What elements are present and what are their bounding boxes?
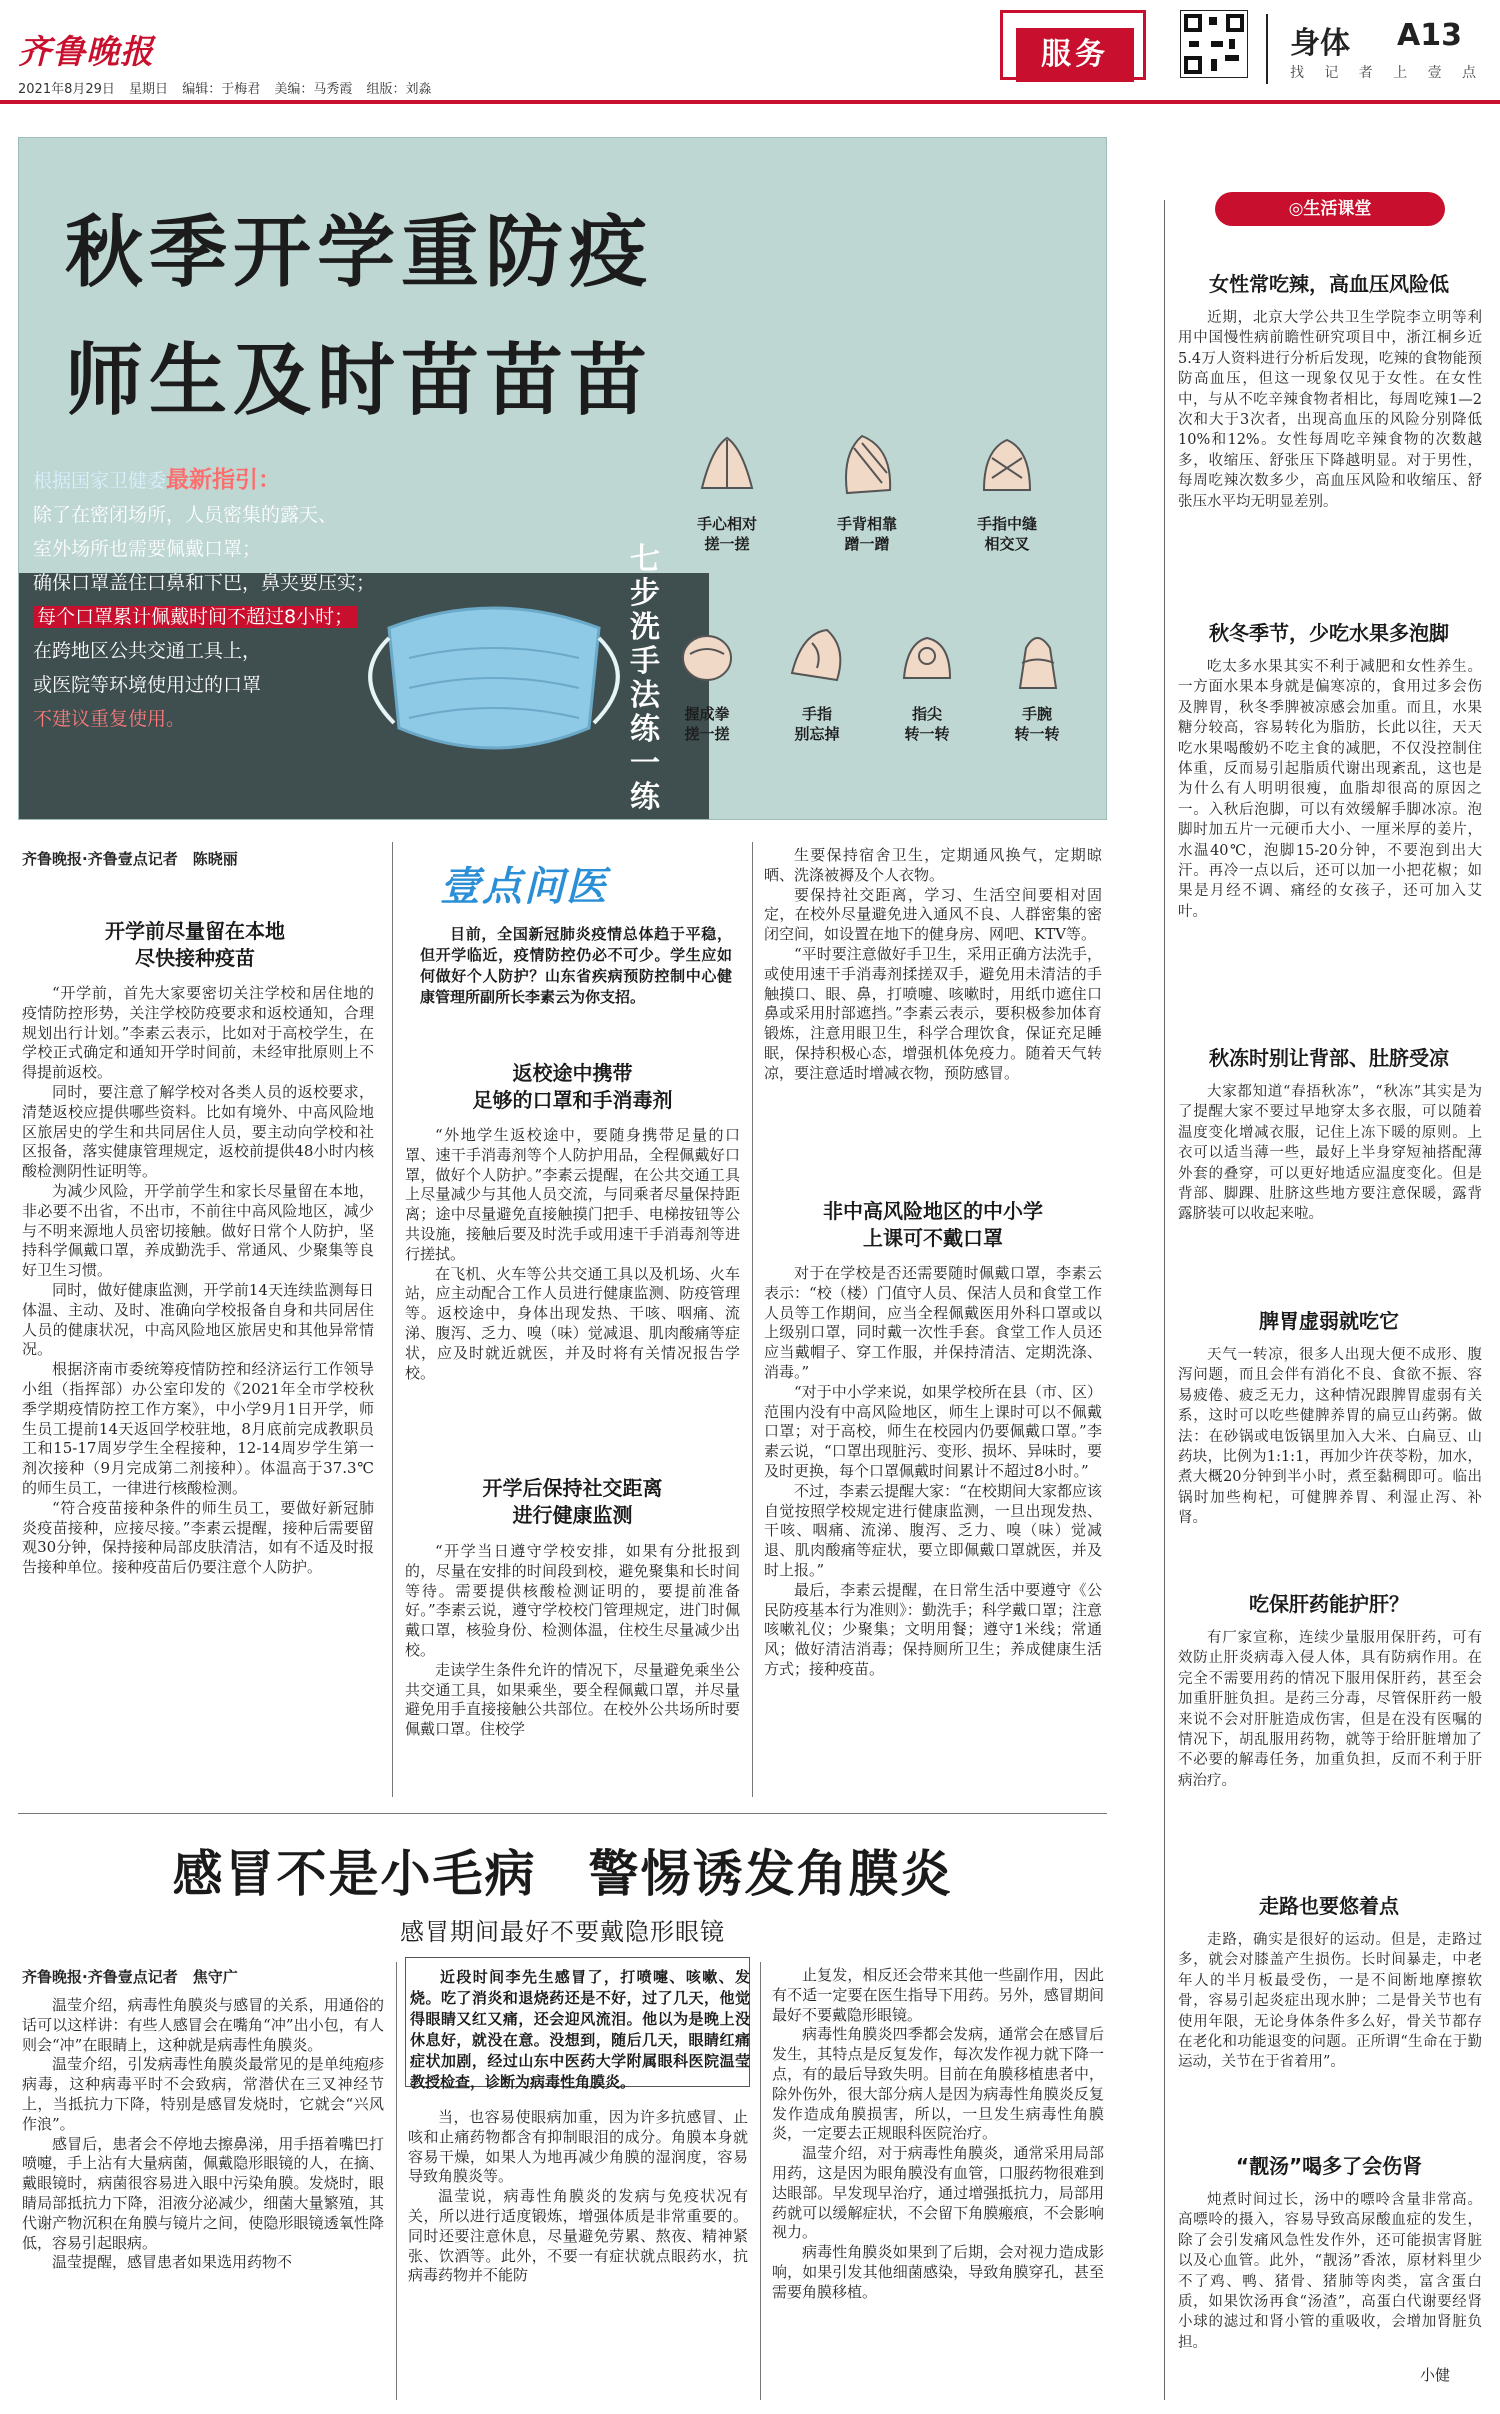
article1-col3a <box>764 846 1102 1186</box>
guidance-new: 最新指引： <box>166 467 282 493</box>
handwash-step: 手心相对 搓一搓 <box>679 428 775 554</box>
brief-title: 女性常吃辣，高血压风险低 <box>1209 272 1449 296</box>
article1-byline: 齐鲁晚报·齐鲁壹点记者 陈晓丽 <box>22 850 238 868</box>
article1-subhead: 非中高风险地区的中小学 上课可不戴口罩 <box>823 1199 1043 1250</box>
article1-subhead: 开学后保持社交距离 进行健康监测 <box>482 1476 663 1527</box>
article1-subhead: 返校途中携带 足够的口罩和手消毒剂 <box>472 1061 673 1112</box>
qa-badge: 壹点问医 <box>440 864 608 910</box>
paragraph: 温莹介绍，引发病毒性角膜炎最常见的是单纯疱疹病毒，这种病毒平时不会致病，常潜伏在三叉神经节上，当抵抗力下降，特别是感冒发烧时，它就会“兴风作浪”。 <box>22 2055 384 2133</box>
brief-title: 秋冬季节，少吃水果多泡脚 <box>1209 621 1449 645</box>
guidance-line: 室外场所也需要佩戴口罩； <box>33 538 262 560</box>
paragraph: 生要保持宿舍卫生，定期通风换气，定期晾晒、洗涤被褥及个人衣物。 <box>764 846 1102 884</box>
guidance-line: 或医院等环境使用过的口罩 <box>33 674 262 696</box>
handwash-step: 握成拳 搓一搓 <box>659 618 755 744</box>
guidance-line: 除了在密闭场所，人员密集的露天、 <box>33 504 338 526</box>
guidance-intro: 根据国家卫健委 <box>33 470 167 492</box>
paragraph: 在飞机、火车等公共交通工具以及机场、火车站，应主动配合工作人员进行健康监测、防疫管理等。返校途中，身体出现发热、干咳、咽痛、流涕、腹泻、乏力、嗅（味）觉减退、肌肉酸痛等症状，应及时就近就医，并及时将有关情况报告学校。 <box>405 1264 740 1382</box>
handwash-step: 手指中缝 相交叉 <box>959 428 1055 554</box>
reporter-slogan: 找 记 者 上 壹 点 <box>1290 65 1480 81</box>
paragraph: 同时，要注意了解学校对各类人员的返校要求，清楚返校应提供哪些资料。比如有境外、中高风险地区旅居史的学生和共同居住人员，要主动向学校和社区报备，落实健康管理规定，返校前提供48小时内核酸检测阴性证明等。 <box>22 1082 374 1181</box>
paragraph: 温莹提醒，感冒患者如果选用药物不 <box>52 2253 293 2272</box>
page-section: 身体 <box>1290 26 1350 61</box>
paragraph: 同时，做好健康监测，开学前14天连续监测每日体温、主动、及时、准确向学校报备自身和共同居住人员的健康状况，中高风险地区旅居史和其他异常情况。 <box>22 1280 374 1359</box>
hand-interlace-icon <box>972 428 1042 506</box>
article1-col2b <box>405 1542 740 1792</box>
qr-code-icon <box>1180 10 1248 78</box>
paragraph: 为减少风险，开学前学生和家长尽量留在本地，非必要不出省，不出市，不前往中高风险地区，减少与不明来源地人员密切接触。做好日常个人防护，坚持科学佩戴口罩，养成勤洗手、常通风、少聚集等良好卫生习惯。 <box>22 1181 374 1280</box>
brief-title: 秋冻时别让背部、肚脐受凉 <box>1209 1046 1449 1070</box>
article1-subhead: 开学前尽量留在本地 尽快接种疫苗 <box>105 919 285 970</box>
paragraph: 不过，李素云提醒大家：“在校期间大家都应该自觉按照学校规定进行健康监测，一旦出现发热、干咳、咽痛、流涕、腹泻、乏力、嗅（味）觉减退、肌肉酸痛等症状，要立即佩戴口罩就医，并及时上报。” <box>764 1481 1102 1579</box>
hero-title-line2: 师生及时苗苗苗 <box>64 336 653 426</box>
hero-title-line1: 秋季开学重防疫 <box>64 208 653 298</box>
article1-col2a <box>405 1126 740 1456</box>
paragraph: 病毒性角膜炎四季都会发病，通常会在感冒后发生，其特点是反复发作，每次发作视力就下降一点，有的最后导致失明。目前在角膜移植患者中，除外伤外，很大部分病人是因为病毒性角膜炎反复发作造成角膜损害，所以，一旦发生病毒性角膜炎，一定要去正规眼科医院治疗。 <box>772 2025 1104 2143</box>
article2-col1 <box>22 1996 384 2400</box>
designer-credit: 美编：马秀霞 <box>274 82 353 97</box>
brief-body: 吃太多水果其实不利于减肥和女性养生。一方面水果本身就是偏寒凉的，食用过多会伤及脾胃，秋冬季脾被凉感会加重。而且，水果糖分较高，容易转化为脂肪，长此以往，天天吃水果喝酸奶不吃主食的减肥，不仅没控制住体重，反而易引起脂质代谢出现紊乱，这也是为什么有人明明很瘦，血脂却很高的原因之一。入秋后泡脚，可以有效缓解手脚冰凉。泡脚时加五片一元硬币大小、一厘米厚的姜片，水温40℃，泡脚15-20分钟，不要泡到出大汗。再冷一点以后，还可以加一小把花椒；如果是月经不调、痛经的女孩子，还可加入艾叶。 <box>1178 659 1482 920</box>
layout-credit: 组版：刘淼 <box>366 82 432 97</box>
editor-credit: 编辑：于梅君 <box>182 82 261 97</box>
hand-wrist-icon <box>1002 618 1072 696</box>
handwash-title: 七步洗手法练一练 <box>630 542 660 815</box>
paragraph: “开学当日遵守学校安排，如果有分批报到的，尽量在安排的时间段到校，避免聚集和长时间等待。需要提供核酸检测证明的，要提前准备好。”李素云说，遵守学校校门管理规定，进门时佩戴口罩，核验身份、检测体温，住校生尽量减少出校。 <box>405 1542 740 1659</box>
article2-col2 <box>408 2108 748 2400</box>
newspaper-logo: 齐鲁晚报 <box>18 32 154 71</box>
guidance-line: 确保口罩盖住口鼻和下巴，鼻夹要压实； <box>33 572 376 594</box>
paragraph: 要保持社交距离，学习、生活空间要相对固定，在校外尽量避免进入通风不良、人群密集的密闭空间，如设置在地下的健身房、网吧、KTV等。 <box>764 885 1102 944</box>
masthead-rule <box>0 100 1500 104</box>
brief-body: 走路，确实是很好的运动。但是，走路过多，就会对膝盖产生损伤。长时间暴走，中老年人的半月板最受伤，一是不间断地摩擦软骨，容易引起炎症出现水肿；二是骨关节也有使用年限，无论身体条件多么好，骨关节都存在老化和功能退变的问题。正所谓“生命在于勤运动，关节在于省着用”。 <box>1178 1932 1482 2071</box>
page-number: A13 <box>1397 18 1462 53</box>
hand-thumb-icon <box>782 618 852 696</box>
paragraph: 病毒性角膜炎如果到了后期，会对视力造成影响，如果引发其他细菌感染，导致角膜穿孔，甚至需要角膜移植。 <box>772 2243 1104 2301</box>
paragraph: 感冒后，患者会不停地去擦鼻涕，用手捂着嘴巴打喷嚏，手上沾有大量病菌，佩戴隐形眼镜的人，在摘、戴眼镜时，病菌很容易进入眼中污染角膜。发烧时，眼睛局部抵抗力下降，泪液分泌减少，细菌大量繁殖，其代谢产物沉积在角膜与镜片之间，使隐形眼镜透氧性降低，容易引起眼病。 <box>22 2134 384 2252</box>
brief-title: 吃保肝药能护肝？ <box>1249 1592 1409 1616</box>
paragraph: 当，也容易使眼病加重，因为许多抗感冒、止咳和止痛药物都含有抑制眼泪的成分。角膜本身就容易干燥，如果人为地再减少角膜的湿润度，容易导致角膜炎等。 <box>408 2108 748 2186</box>
article2-subtitle: 感冒期间最好不要戴隐形眼镜 <box>400 1918 725 1946</box>
hand-fist-icon <box>672 618 742 696</box>
column-rule <box>760 1962 761 2400</box>
hero-banner <box>18 137 1107 820</box>
handwash-step: 指尖 转一转 <box>879 618 975 744</box>
issue-date: 2021年8月29日 <box>18 82 115 97</box>
issue-weekday: 星期日 <box>129 82 169 97</box>
mask-guidance <box>33 463 593 736</box>
column-rule <box>396 1962 397 2400</box>
section-tag: 服务 <box>1016 28 1134 82</box>
paragraph: 根据济南市委统筹疫情防控和经济运行工作领导小组（指挥部）办公室印发的《2021年全市学校秋季学期疫情防控工作方案》，中小学9月1日开学，师生员工提前14天返回学校驻地，8月底前完成教职员工和15-17周岁学生全程接种，12-14周岁学生第一剂次接种（9月完成第二剂接种）。体温高于37.3℃的师生员工，一律进行核酸检测。 <box>22 1360 374 1497</box>
masthead <box>0 0 1500 100</box>
paragraph: “对于中小学来说，如果学校所在县（市、区）范围内没有中高风险地区，师生上课时可以不佩戴口罩；对于高校，师生在校园内仍要佩戴口罩。”李素云说，“口罩出现脏污、变形、损坏、异味时，要及时更换，每个口罩佩戴时间累计不超过8小时。” <box>764 1382 1102 1480</box>
paragraph: 对于在学校是否还需要随时佩戴口罩，李素云表示：“校（楼）门值守人员、保洁人员和食堂工作人员等工作期间，应当全程佩戴医用外科口罩或以上级别口罩，同时戴一次性手套。食堂工作人员还应当戴帽子、穿工作服，并保持清洁、定期洗涤、消毒。” <box>764 1264 1102 1381</box>
article2-title: 感冒不是小毛病 警惕诱发角膜炎 <box>172 1844 953 1903</box>
brief-body: 炖煮时间过长，汤中的嘌呤含量非常高。高嘌呤的摄入，容易导致高尿酸血症的发生，除了会引发痛风急性发作外，还可能损害肾脏以及心血管。此外，“靓汤”香浓，原材料里少不了鸡、鸭、猪骨、猪肺等肉类，富含蛋白质，如果饮汤再食“汤渣”，高蛋白代谢要经肾小球的滤过和肾小管的重吸收，会增加肾脏负担。 <box>1178 2192 1482 2351</box>
paragraph: “外地学生返校途中，要随身携带足量的口罩、速干手消毒剂等个人防护用品，全程佩戴好口罩，做好个人防护。”李素云提醒，在公共交通工具上尽量减少与其他人员交流，与同乘者尽量保持距离；途中尽量避免直接触摸门把手、电梯按钮等公共设施，接触后要及时洗手或用速干手消毒剂等进行搓拭。 <box>405 1126 740 1263</box>
column-signature: 小健 <box>1420 2366 1451 2384</box>
brief-body: 有厂家宣称，连续少量服用保肝药，可有效防止肝炎病毒入侵人体，具有防病作用。在完全不需要用药的情况下服用保肝药，甚至会加重肝脏负担。是药三分毒，尽管保肝药一般来说不会对肝脏造成伤害，但是在没有医嘱的情况下，胡乱服用药物，就等于给肝脏增加了不必要的解毒任务，加重负担，反而不利于肝病治疗。 <box>1178 1630 1482 1789</box>
brief-body: 近期，北京大学公共卫生学院李立明等利用中国慢性病前瞻性研究项目中，浙江桐乡近5.4万人资料进行分析后发现，吃辣的食物能预防高血压，但这一现象仅见于女性。在女性中，与从不吃辛辣食物者相比，每周吃辣1—2次和大于3次者，出现高血压的风险分别降低10%和12%。女性每周吃辛辣食物的次数越多，收缩压、舒张压下降越明显。对于男性，每周吃辣次数多少，高血压风险和收缩压、舒张压水平均无明显差别。 <box>1178 310 1482 510</box>
hand-rub-icon <box>692 428 762 506</box>
article2-byline: 齐鲁晚报·齐鲁壹点记者 焦守广 <box>22 1968 238 1986</box>
brief-title: “靓汤”喝多了会伤肾 <box>1235 2154 1423 2178</box>
paragraph: 温莹介绍，病毒性角膜炎与感冒的关系，用通俗的话可以这样讲：有些人感冒会在嘴角“冲”出小包，有人则会“冲”在眼睛上，这种就是病毒性角膜炎。 <box>22 1996 384 2054</box>
issue-meta <box>18 78 442 97</box>
guidance-warning: 不建议重复使用。 <box>33 708 186 730</box>
article2-col3 <box>772 1966 1104 2400</box>
life-class-tag: ◎生活课堂 <box>1215 192 1445 226</box>
brief-title: 脾胃虚弱就吃它 <box>1259 1309 1399 1333</box>
paragraph: “开学前，首先大家要密切关注学校和居住地的疫情防控形势，关注学校防疫要求和返校通知，合理规划出行计划。”李素云表示，比如对于高校学生，在学校正式确定和通知开学时间前，未经审批原则上不得提前返校。 <box>22 984 374 1082</box>
column-rule <box>392 842 393 1797</box>
lead-callout: 近段时间李先生感冒了，打喷嚏、咳嗽、发烧。吃了消炎和退烧药还是不好，过了几天，他觉得眼睛又红又痛，还会迎风流泪。他以为是晚上没休息好，就没在意。没想到，随后几天，眼睛红痛症状加剧，经过山东中医药大学附属眼科医院温莹教授检查，诊断为病毒性角膜炎。 <box>410 1968 750 2091</box>
paragraph: “符合疫苗接种条件的师生员工，要做好新冠肺炎疫苗接种，应接尽接。”李素云提醒，接种后需要留观30分钟，保持接种局部皮肤清洁，如有不适及时报告接种单位。接种疫苗后仍要注意个人防护。 <box>22 1498 374 1577</box>
paragraph: 止复发，相反还会带来其他一些副作用，因此有不适一定要在医生指导下用药。另外，感冒期间最好不要戴隐形眼镜。 <box>772 1966 1104 2024</box>
paragraph: 走读学生条件允许的情况下，尽量避免乘坐公共交通工具，如果乘坐，要全程佩戴口罩，并尽量避免用手直接接触公共部位。在校外公共场所时要佩戴口罩。住校学 <box>405 1660 740 1739</box>
handwash-step: 手背相靠 蹭一蹭 <box>819 428 915 554</box>
column-rule <box>752 842 753 1797</box>
brief-title: 走路也要悠着点 <box>1259 1894 1399 1918</box>
handwash-step: 手腕 转一转 <box>989 618 1085 744</box>
masthead-divider <box>1266 14 1268 84</box>
article1-col1 <box>22 984 374 1786</box>
brief-body: 天气一转凉，很多人出现大便不成形、腹泻问题，而且会伴有消化不良、食欲不振、容易疲倦、疲乏无力，这种情况跟脾胃虚弱有关系，这时可以吃些健脾养胃的扁豆山药粥。做法：在砂锅或电饭锅里加入大米、白扁豆、山药块，比例为1:1:1，再加少许茯苓粉，加水，煮大概20分钟到半小时，煮至黏稠即可。临出锅时加些枸杞，可健脾养胃、利湿止泻、补肾。 <box>1178 1347 1482 1527</box>
handwash-steps <box>679 428 1099 808</box>
hand-fingertip-icon <box>892 618 962 696</box>
paragraph: 温莹说，病毒性角膜炎的发病与免疫状况有关，所以进行适度锻炼，增强体质是非常重要的。同时还要注意休息，尽量避免劳累、熬夜、精神紧张、饮酒等。此外，不要一有症状就点眼药水，抗病毒药物并不能防 <box>408 2187 748 2285</box>
hand-back-icon <box>832 428 902 506</box>
guidance-line: 在跨地区公共交通工具上， <box>33 640 262 662</box>
qa-lead: 目前，全国新冠肺炎疫情总体趋于平稳，但开学临近，疫情防控仍必不可少。学生应如何做好个人防护？山东省疾病预防控制中心健康管理所副所长李素云为你支招。 <box>420 925 732 1006</box>
paragraph: “平时要注意做好手卫生，采用正确方法洗手，或使用速干手消毒剂揉搓双手，避免用未清洁的手触摸口、眼、鼻，打喷嚏、咳嗽时，用纸巾遮住口鼻或采用肘部遮挡。”李素云表示，要积极参加体育锻炼，注意用眼卫生，科学合理饮食，保证充足睡眠，保持积极心态，增强机体免疫力。随着天气转凉，要注意适时增减衣物，预防感冒。 <box>764 944 1102 1082</box>
paragraph: 温莹介绍，对于病毒性角膜炎，通常采用局部用药，这是因为眼角膜没有血管，口服药物很难到达眼部。早发现早治疗，通过增强抵抗力，局部用药就可以缓解症状，不会留下角膜瘢痕，不会影响视力。 <box>772 2144 1104 2242</box>
handwash-step: 手指 别忘掉 <box>769 618 865 744</box>
article-divider <box>18 1813 1107 1814</box>
guidance-highlight: 每个口罩累计佩戴时间不超过8小时； <box>33 606 357 628</box>
article1-col3b <box>764 1264 1102 1792</box>
brief-body: 大家都知道“春捂秋冻”，“秋冻”其实是为了提醒大家不要过早地穿太多衣服，可以随着温度变化增减衣服，记住上冻下暖的原则。上衣可以适当薄一些，最好上半身穿短袖搭配薄外套的叠穿，可以更好地适应温度变化。但是背部、脚踝、肚脐这些地方要注意保暖，露背露脐装可以收起来啦。 <box>1178 1084 1482 1223</box>
paragraph: 最后，李素云提醒，在日常生活中要遵守《公民防疫基本行为准则》：勤洗手；科学戴口罩；注意咳嗽礼仪；少聚集；文明用餐；遵守1米线；常通风；做好清洁消毒；保持厕所卫生；养成健康生活方式；接种疫苗。 <box>764 1580 1102 1678</box>
